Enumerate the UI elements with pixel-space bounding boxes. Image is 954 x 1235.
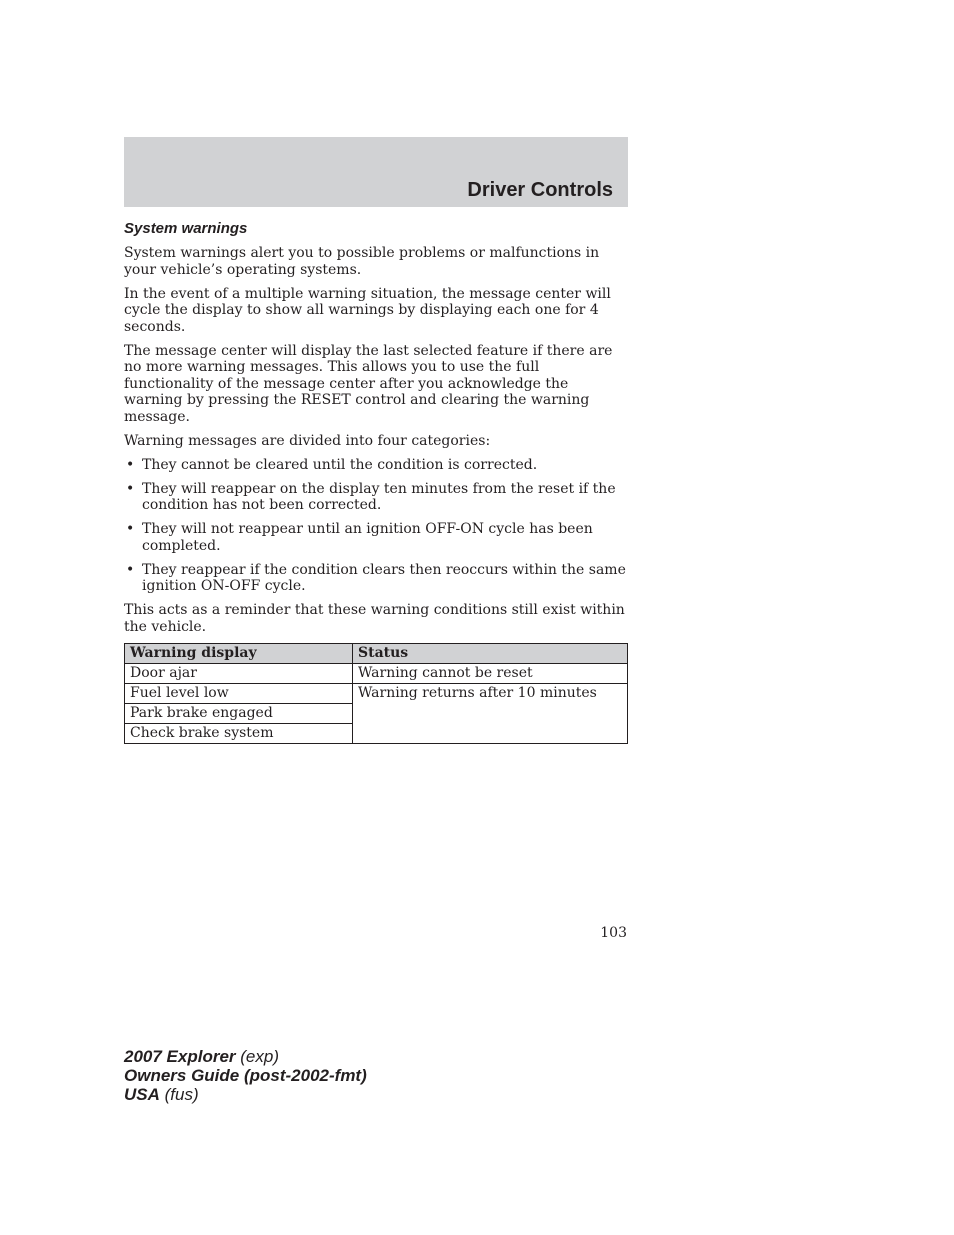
table-cell-status: Warning cannot be reset [353, 664, 628, 684]
table-cell-warning: Check brake system [125, 724, 353, 744]
table-header-row [125, 644, 628, 664]
section-title: System warnings [124, 220, 248, 237]
list-item: • They will reappear on the display ten minutes from the reset if the condition has not been corrected. [124, 481, 628, 514]
table-cell-status: Warning returns after 10 minutes [353, 684, 628, 744]
footer-line-2 [124, 1066, 367, 1085]
warning-table [124, 643, 628, 744]
footer-guide: Owners Guide (post-2002-fmt) [124, 1066, 367, 1085]
table-row [125, 684, 628, 704]
table-row [125, 664, 628, 684]
list-item: • They reappear if the condition clears then reoccurs within the same ignition ON-OFF cycle. [124, 562, 628, 595]
footer-model: 2007 Explorer [124, 1047, 236, 1066]
table-cell-warning: Door ajar [125, 664, 353, 684]
closing-paragraph: This acts as a reminder that these warning conditions still exist within the vehicle. [124, 602, 625, 635]
warning-categories-list [124, 457, 628, 595]
paragraph: Warning messages are divided into four categories: [124, 432, 491, 449]
footer-line-3 [124, 1085, 367, 1104]
footer-market: USA [124, 1085, 160, 1104]
table-cell-warning: Fuel level low [125, 684, 353, 704]
footer-model-code: (exp) [240, 1047, 279, 1066]
footer-line-1 [124, 1047, 367, 1066]
paragraph: System warnings alert you to possible problems or malfunctions in your vehicle’s operating systems. [124, 245, 600, 278]
paragraph: In the event of a multiple warning situation, the message center will cycle the display to show all warnings by displaying each one for 4 seconds. [124, 285, 611, 335]
column-header-status: Status [353, 644, 628, 664]
chapter-title: Driver Controls [467, 179, 613, 201]
page-content [124, 220, 628, 744]
footer-market-code: (fus) [164, 1085, 199, 1104]
column-header-warning-display: Warning display [125, 644, 353, 664]
paragraph: The message center will display the last selected feature if there are no more warning messages. This allows you to use the full functionality of the message center after you acknowledge the warning by pressing the RESET control and clearing the warning message. [124, 342, 613, 425]
table-cell-warning: Park brake engaged [125, 704, 353, 724]
list-item: • They cannot be cleared until the condition is corrected. [124, 457, 628, 474]
page-number: 103 [600, 925, 627, 941]
list-item: • They will not reappear until an ignition OFF-ON cycle has been completed. [124, 521, 628, 554]
section-header-band [124, 137, 628, 207]
document-footer [124, 1047, 367, 1104]
